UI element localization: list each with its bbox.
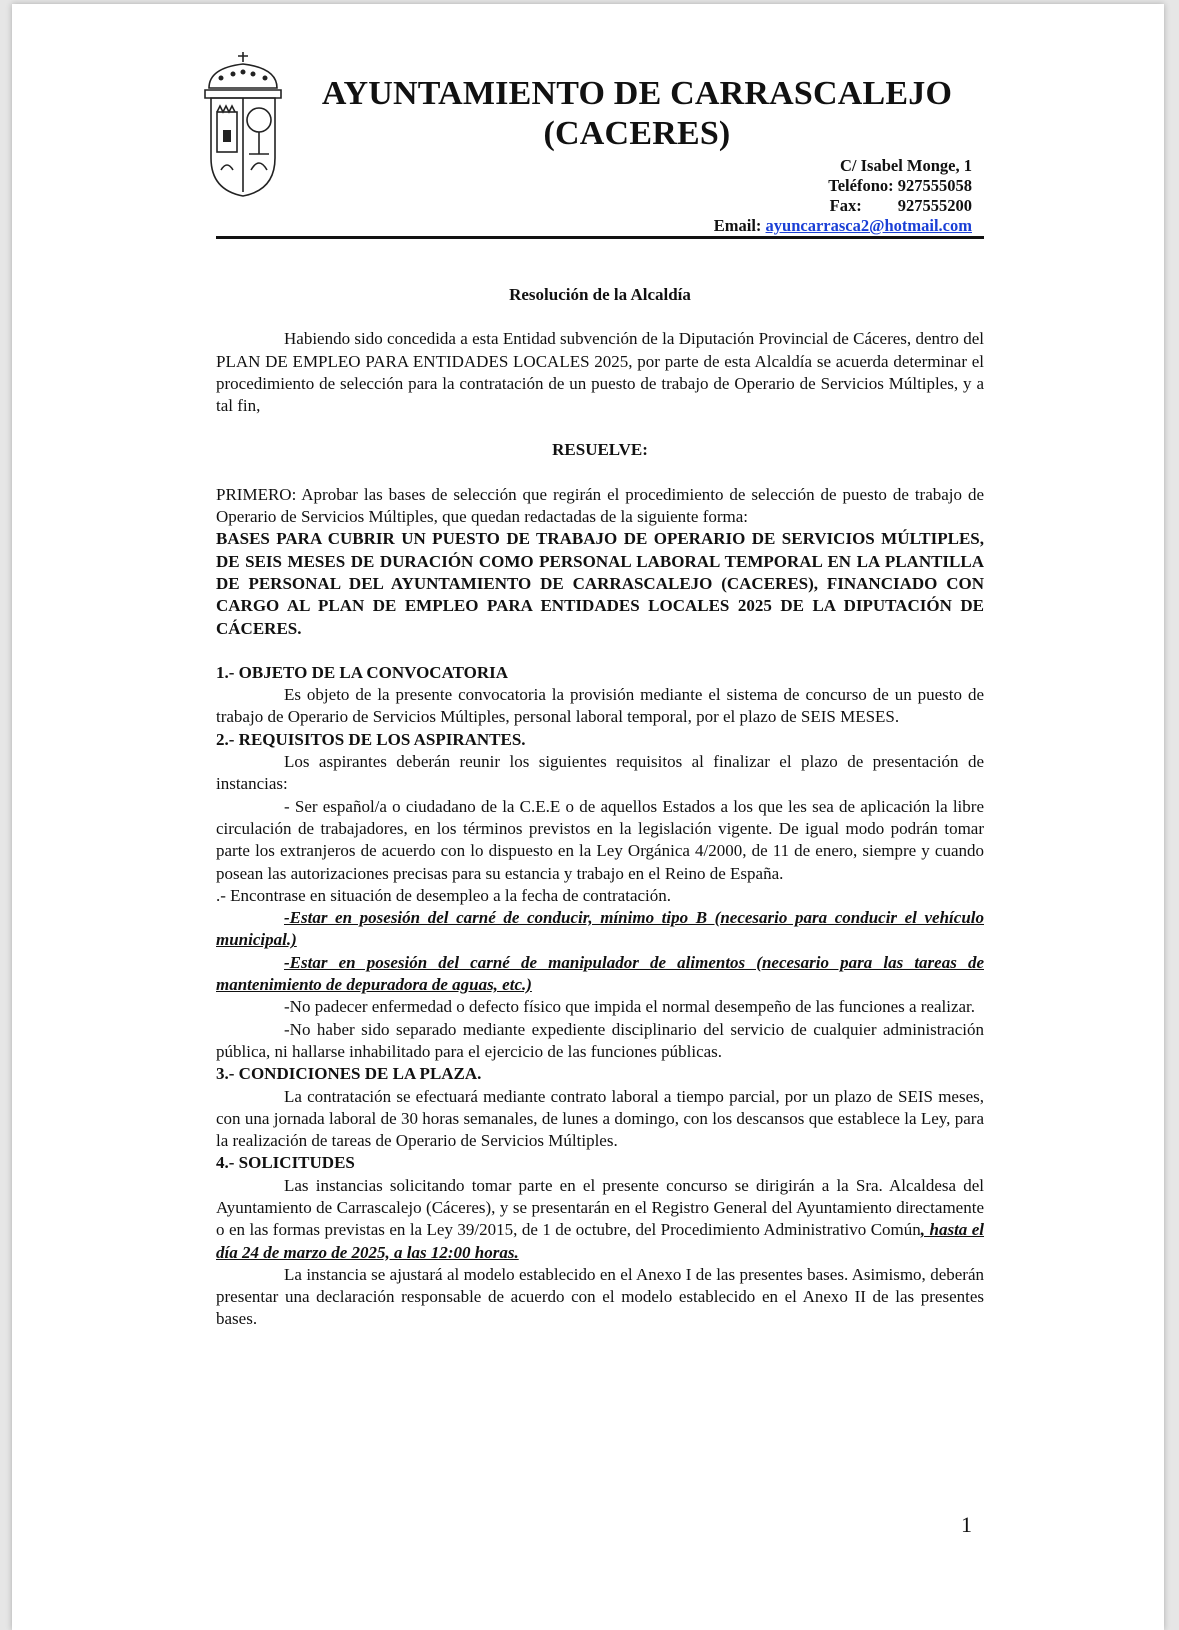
requirement-health: -No padecer enfermedad o defecto físico que impida el normal desempeño de las funciones a realizar. [284,997,976,1017]
title-line-2: (CACERES) [543,115,731,152]
requirement-food-handler: -Estar en posesión del carné de manipulador de alimentos (necesario para las tareas de mantenimiento de depuradora de aguas, etc.) [216,952,984,995]
title-line-1: AYUNTAMIENTO DE CARRASCALEJO [321,75,953,112]
header-divider [216,236,984,239]
phone-number: 927555058 [897,176,972,195]
application-deadline: , hasta el día 24 de marzo de 2025, a las 12:00 horas. [216,1220,985,1262]
intro-paragraph: Habiendo sido concedida a esta Entidad subvención de la Diputación Provincial de Cáceres, dentro del PLAN DE EMPLEO PARA ENTIDADES LOCALES 2025, por parte de esta Alcaldía se acuerda determinar el procedimiento de selección para la contratación de un puesto de trabajo de Operario de Servicios Múltiples, y a tal fin, [216,329,984,416]
email-label: Email: [713,216,762,235]
section-1-heading: 1.- OBJETO DE LA CONVOCATORIA [216,662,509,682]
phone-line [714,176,972,196]
resuelve-heading: RESUELVE: [552,440,648,460]
coat-of-arms-icon [199,50,287,200]
document-body [216,284,984,1331]
section-3-heading: 3.- CONDICIONES DE LA PLAZA. [216,1064,482,1084]
document-heading: Resolución de la Alcaldía [509,285,691,304]
section-1-text: Es objeto de la presente convocatoria la provisión mediante el sistema de concurso de un puesto de trabajo de Operario de Servicios Múltiples, personal laboral temporal, por el plazo de SEIS MESES. [216,685,984,727]
section-2-heading: 2.- REQUISITOS DE LOS ASPIRANTES. [216,729,526,749]
section-4-annex-text: La instancia se ajustará al modelo establecido en el Anexo I de las presentes bases. Asimismo, deberán presentar una declaración responsable de acuerdo con el modelo establecido en el Anexo II de las presentes bases. [216,1264,984,1329]
email-line [714,216,972,236]
requirement-no-disciplinary: -No haber sido separado mediante expediente disciplinario del servicio de cualquier administración pública, ni hallarse inhabilitado para el ejercicio de las funciones públicas. [216,1019,984,1061]
section-4-body: Las instancias solicitando tomar parte en el presente concurso se dirigirán a la Sra. Alcaldesa del Ayuntamiento de Carrascalejo (Cáceres), y se presentarán en el Registro General del Ayuntamiento directamente o en las formas previstas en la Ley 39/2015, de 1 de octubre, del Procedimiento Administrativo Común [216,1175,984,1240]
email-link[interactable]: ayuncarrasca2@hotmail.com [765,216,972,235]
contact-block [714,156,972,236]
section-4-heading: 4.- SOLICITUDES [216,1153,355,1173]
fax-number: 927555200 [897,196,972,215]
section-2-intro: Los aspirantes deberán reunir los siguientes requisitos al finalizar el plazo de presentación de instancias: [216,752,984,794]
bases-title: BASES PARA CUBRIR UN PUESTO DE TRABAJO DE OPERARIO DE SERVICIOS MÚLTIPLES, DE SEIS MESES DE DURACIÓN COMO PERSONAL LABORAL TEMPORAL EN LA PLANTILLA DE PERSONAL DEL AYUNTAMIENTO DE CARRASCALEJO (CACERES), FINANCIADO CON CARGO AL PLAN DE EMPLEO PARA ENTIDADES LOCALES 2025 DE LA DIPUTACIÓN DE CÁCERES. [216,529,984,638]
section-3-text: La contratación se efectuará mediante contrato laboral a tiempo parcial, por un plazo de SEIS meses, con una jornada laboral de 30 horas semanales, de lunes a domingo, con los descansos que establece la Ley, para la realización de tareas de Operario de Servicios Múltiples. [216,1086,984,1151]
requirement-unemployed: .- Encontrase en situación de desempleo a la fecha de contratación. [216,885,672,905]
requirement-nationality: - Ser español/a o ciudadano de la C.E.E o de aquellos Estados a los que les sea de aplicación la libre circulación de trabajadores, en los términos previstos en la legislación vigente. De igual modo podrán tomar parte los extranjeros de acuerdo con lo dispuesto en la Ley Orgánica 4/2000, de 11 de enero, siempre y cuando posean las autorizaciones precisas para su estancia y trabajo en el Reino de España. [216,796,984,883]
address: C/ Isabel Monge, 1 [840,156,972,175]
organization-title [292,74,982,154]
fax-label: Fax: [829,196,862,215]
page-number: 1 [961,1512,972,1537]
primero-paragraph: PRIMERO: Aprobar las bases de selección que regirán el procedimiento de selección de puesto de trabajo de Operario de Servicios Múltiples, que quedan redactadas de la siguiente forma: [216,484,984,527]
document-page [12,4,1164,1630]
requirement-driving-license: -Estar en posesión del carné de conducir, mínimo tipo B (necesario para conducir el vehículo municipal.) [216,908,984,950]
phone-label: Teléfono: [828,176,894,195]
section-4-text [216,1175,984,1264]
fax-line [714,196,972,216]
